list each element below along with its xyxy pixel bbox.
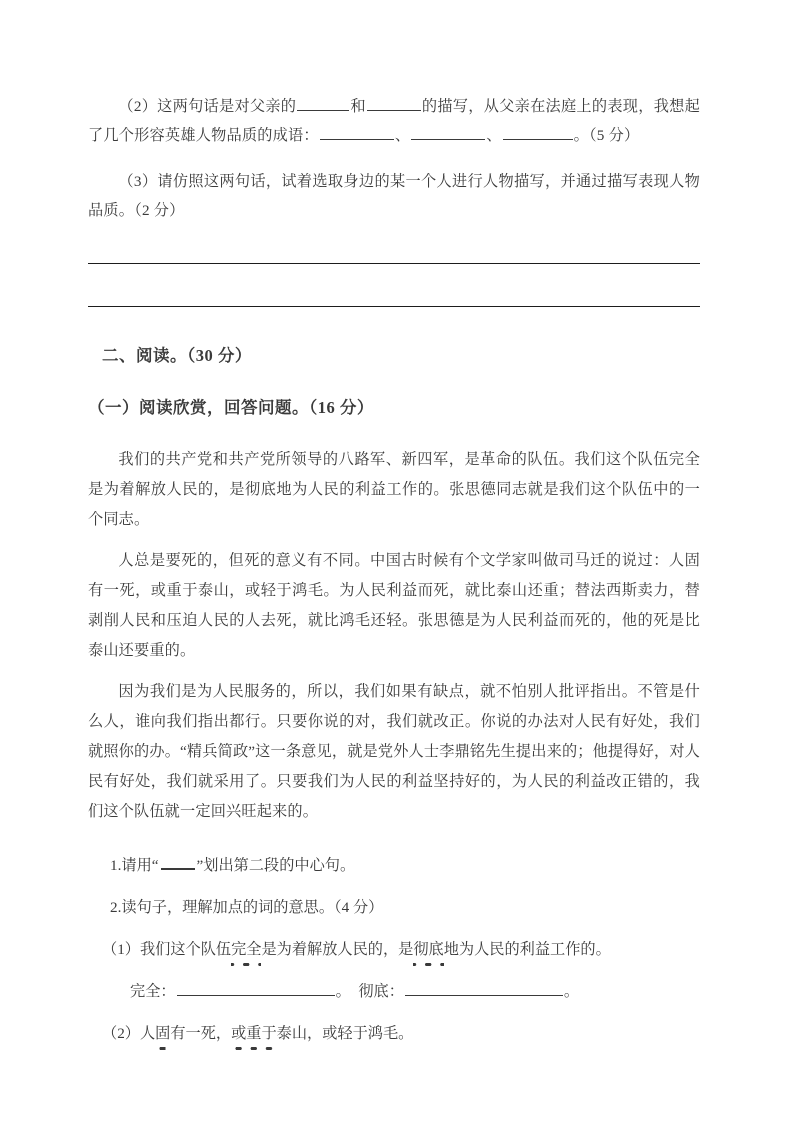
reading-q2-text: 读句子，理解加点的词的意思。 (121, 899, 335, 916)
section-score-open: （ (187, 346, 196, 365)
question-3-score: （2 分） (134, 202, 185, 219)
emphasis-word-chedi: 彻底 (413, 935, 443, 964)
question-2-text-b: 和 (350, 98, 366, 115)
sub1-label: （1） (102, 941, 140, 958)
sub2-seg-b: 有一死， (170, 1025, 232, 1042)
section-score-close: ） (234, 346, 252, 365)
sub2-seg-c: 泰山，或轻于鸿毛。 (276, 1025, 414, 1042)
sub1-seg-a: 我们这个队伍 (139, 941, 232, 958)
emphasis-word-gu: 固 (155, 1019, 170, 1048)
section-heading-reading (88, 341, 700, 371)
spacer (88, 371, 700, 393)
sub2-label: （2） (102, 1025, 140, 1042)
spacer (88, 154, 700, 167)
question-3-block (88, 167, 700, 225)
reading-q1-text-b: ”划出第二段的中心句。 (196, 857, 356, 874)
spacer (88, 964, 700, 977)
subsection-score-close: ） (356, 398, 374, 417)
subsection-score-value: 16 (317, 398, 336, 417)
sub1-seg-c: 地为人民的利益工作的。 (443, 941, 611, 958)
reading-question-2 (88, 893, 700, 922)
emphasis-word-wanquan: 完全 (231, 935, 261, 964)
passage-paragraph: 我们的共产党和共产党所领导的八路军、新四军，是革命的队伍。我们这个队伍完全是为着解放人民的，是彻底地为人民的利益工作的。张思德同志就是我们这个队伍中的一个同志。 (88, 451, 700, 528)
definition-blank-chedi[interactable] (405, 979, 563, 996)
emphasis-word-zhongyu: 或重于 (231, 1019, 277, 1048)
reading-question-2-sub-1 (88, 935, 700, 964)
answer-blank[interactable] (367, 94, 421, 111)
page-content (88, 92, 700, 1048)
section-score-value: 30 (195, 346, 214, 365)
question-2-text-c: 的描写，从父亲在法庭上的表现，我想起了几个形容英雄人物品质的成语： (88, 98, 701, 144)
fill-label-chedi: 彻底： (358, 983, 404, 1000)
reading-q1-number: 1. (110, 857, 122, 874)
section-score-unit: 分 (213, 346, 235, 365)
spacer (88, 838, 700, 851)
answer-blank[interactable] (297, 94, 349, 111)
reading-q2-score: （4 分） (334, 899, 384, 916)
reading-question-2-sub-2 (88, 1019, 700, 1048)
subsection-label: （一）阅读欣赏，回答问题。 (88, 398, 309, 417)
idiom-separator-2: 、 (486, 127, 502, 144)
section-number: 二、 (102, 346, 136, 365)
sub1-seg-b: 是为着解放人民的，是 (261, 941, 414, 958)
spacer (88, 922, 700, 935)
fill-period-2: 。 (563, 983, 580, 1000)
definition-blank-wanquan[interactable] (177, 979, 335, 996)
passage-paragraph: 人总是要死的，但死的意义有不同。中国古时候有个文学家叫做司马迁的说过：人固有一死，或重于泰山，或轻于鸿毛。为人民利益而死，就比泰山还重；替法西斯卖力，替剥削人民和压迫人民的人去死，就比鸿毛还轻。张思德是为人民利益而死的，他的死是比泰山还要重的。 (88, 552, 700, 659)
answer-blank[interactable] (320, 123, 394, 140)
question-2-end: 。 (573, 127, 589, 144)
reading-q1-text-a: 请用“ (121, 857, 159, 874)
underline-mark (161, 857, 195, 870)
question-3-text: 请仿照这两句话，试着选取身边的某一个人进行人物描写，并通过描写表现人物品质。 (88, 173, 700, 219)
subsection-score-unit: 分 (335, 398, 357, 417)
passage-paragraph: 因为我们是为人民服务的，所以，我们如果有缺点，就不怕别人批评指出。不管是什么人，谁向我们指出都行。只要你说的对，我们就改正。你说的办法对人民有好处，我们就照你的办。“精兵简政”这一条意见，就是党外人士李鼎铭先生提出来的；他提得好，对人民有好处，我们就采用了。只要我们为人民的利益坚持好的，为人民的利益改正错的，我们这个队伍就一定回兴旺起来的。 (88, 683, 700, 820)
reading-question-1 (88, 851, 700, 880)
section-title: 阅读。 (136, 346, 187, 365)
idiom-separator-1: 、 (394, 127, 411, 144)
spacer (88, 1006, 700, 1019)
spacer (88, 307, 700, 341)
question-2-text-a: 这两句话是对父亲的 (157, 98, 297, 115)
spacer (88, 229, 700, 263)
reading-q2-number: 2. (110, 899, 122, 916)
sub2-seg-a: 人 (139, 1025, 156, 1042)
answer-blank[interactable] (411, 123, 485, 140)
fill-period-1: 。 (335, 983, 351, 1000)
spacer (88, 423, 700, 445)
subsection-heading (88, 393, 700, 423)
question-3-label: （3） (118, 173, 158, 190)
subsection-score-open: （ (309, 398, 318, 417)
answer-blank[interactable] (503, 123, 573, 140)
spacer (88, 264, 700, 306)
spacer (88, 880, 700, 893)
question-2-block (88, 92, 700, 150)
question-2-label: （2） (118, 98, 158, 115)
fill-label-wanquan: 完全： (130, 983, 176, 1000)
definition-fill-row (88, 977, 700, 1006)
question-2-score: （5 分） (588, 127, 640, 144)
